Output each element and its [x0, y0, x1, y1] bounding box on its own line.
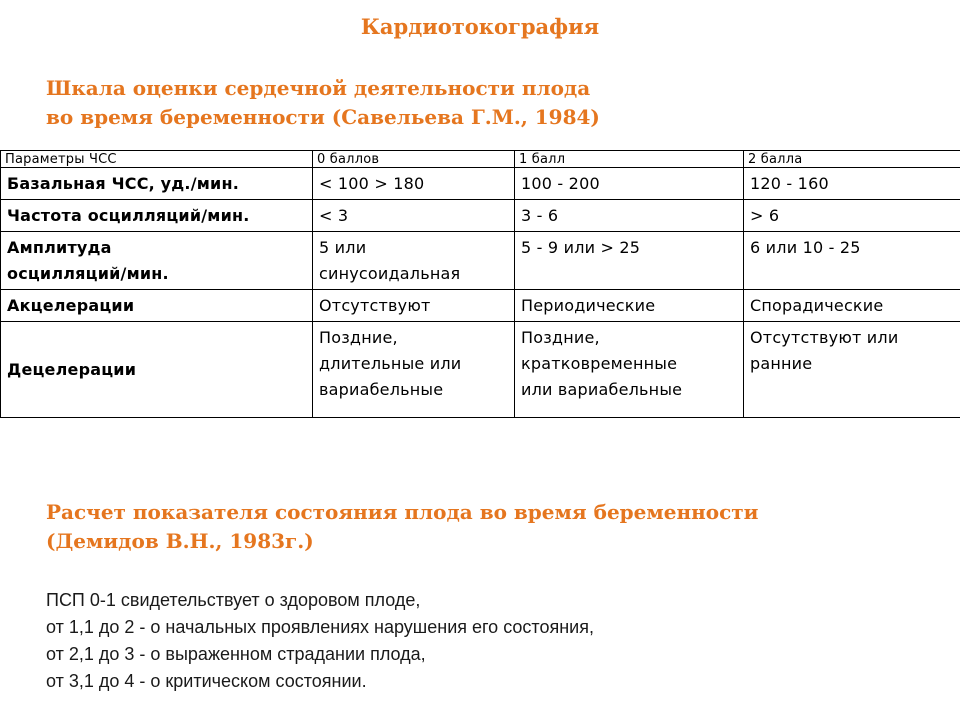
- cell-line: 6 или 10 - 25: [750, 238, 861, 257]
- table-row: [1, 232, 960, 290]
- score-2-cell: [744, 232, 960, 290]
- table-row: [1, 168, 960, 200]
- score-0-cell: [313, 322, 515, 418]
- param-cell: [1, 200, 313, 232]
- cell-line: < 3: [319, 206, 349, 225]
- score-2-cell: [744, 290, 960, 322]
- param-cell: [1, 168, 313, 200]
- cell-line: 3 - 6: [521, 206, 559, 225]
- calc-description: [46, 587, 594, 695]
- score-1-cell: [515, 200, 744, 232]
- cell-line: Спорадические: [750, 296, 884, 315]
- score-1-cell: [515, 290, 744, 322]
- cell-line: длительные или: [319, 354, 462, 373]
- param-cell: [1, 232, 313, 290]
- param-cell: [1, 290, 313, 322]
- cell-line: Поздние,: [319, 328, 398, 347]
- cell-line: 100 - 200: [521, 174, 600, 193]
- header-cell-2-points: 2 балла: [744, 151, 960, 168]
- calc-line: от 1,1 до 2 - о начальных проявлениях нарушения его состояния,: [46, 617, 594, 637]
- calc-title-line: Расчет показателя состояния плода во время беременности: [46, 500, 759, 524]
- calc-line: от 3,1 до 4 - о критическом состоянии.: [46, 671, 367, 691]
- cell-line: Амплитуда: [7, 238, 112, 257]
- score-0-cell: [313, 168, 515, 200]
- calc-line: ПСП 0-1 свидетельствует о здоровом плоде,: [46, 590, 421, 610]
- cell-line: ранние: [750, 354, 813, 373]
- cell-line: < 100 > 180: [319, 174, 425, 193]
- scale-title-line: во время беременности (Савельева Г.М., 1984): [46, 105, 600, 129]
- cell-line: Базальная ЧСС, уд./мин.: [7, 174, 239, 193]
- score-1-cell: [515, 168, 744, 200]
- calc-title-line: (Демидов В.Н., 1983г.): [46, 529, 314, 553]
- cell-line: > 6: [750, 206, 780, 225]
- score-2-cell: [744, 168, 960, 200]
- cell-line: или вариабельные: [521, 380, 683, 399]
- cell-line: Децелерации: [7, 360, 137, 379]
- cell-line: Периодические: [521, 296, 656, 315]
- header-cell-1-point: 1 балл: [515, 151, 744, 168]
- cell-line: 120 - 160: [750, 174, 829, 193]
- score-0-cell: [313, 200, 515, 232]
- page-title: Кардиотокография: [360, 14, 600, 39]
- cell-line: 5 - 9 или > 25: [521, 238, 641, 257]
- cell-line: Акцелерации: [7, 296, 135, 315]
- cell-line: синусоидальная: [319, 264, 461, 283]
- cell-line: вариабельные: [319, 380, 444, 399]
- table-header-row: [1, 151, 960, 168]
- header-cell-params: Параметры ЧСС: [1, 151, 313, 168]
- calc-line: от 2,1 до 3 - о выраженном страдании плода,: [46, 644, 426, 664]
- score-0-cell: [313, 232, 515, 290]
- score-2-cell: [744, 322, 960, 418]
- table-row: [1, 200, 960, 232]
- cell-line: осцилляций/мин.: [7, 264, 169, 283]
- scale-title-line: Шкала оценки сердечной деятельности плода: [46, 76, 591, 100]
- param-cell: [1, 322, 313, 418]
- scale-section-title: [46, 74, 600, 132]
- cell-line: 5 или: [319, 238, 367, 257]
- table-row: [1, 290, 960, 322]
- table-row: [1, 322, 960, 418]
- cell-line: Отсутствуют или: [750, 328, 899, 347]
- cell-line: кратковременные: [521, 354, 678, 373]
- calc-section-title: [46, 498, 759, 556]
- header-cell-0-points: 0 баллов: [313, 151, 515, 168]
- score-1-cell: [515, 322, 744, 418]
- cell-line: Частота осцилляций/мин.: [7, 206, 250, 225]
- cell-line: Отсутствуют: [319, 296, 431, 315]
- score-0-cell: [313, 290, 515, 322]
- score-2-cell: [744, 200, 960, 232]
- scoring-table: [0, 150, 960, 418]
- cell-line: Поздние,: [521, 328, 600, 347]
- score-1-cell: [515, 232, 744, 290]
